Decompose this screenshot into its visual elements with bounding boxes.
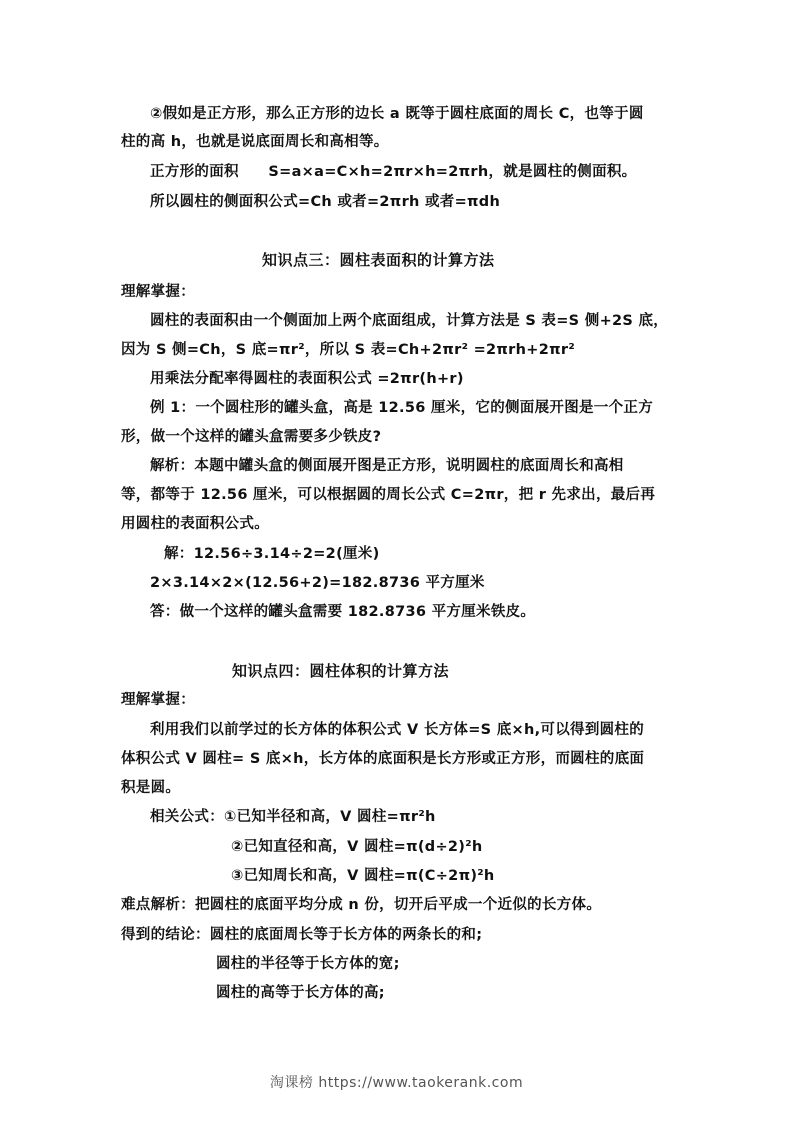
difficulty-line: 难点解析：把圆柱的底面平均分成 n 份，切开后平成一个近似的长方体。 bbox=[121, 897, 602, 913]
paragraph-line: 体积公式 V 圆柱= S 底×h，长方体的底面积是长方形或正方形，而圆柱的底面 bbox=[121, 751, 645, 767]
paragraph-line: 圆柱的表面积由一个侧面加上两个底面组成，计算方法是 S 表=S 侧+2S 底， bbox=[150, 313, 669, 329]
conclusion-line: 圆柱的半径等于长方体的宽; bbox=[216, 956, 400, 972]
example-line: 例 1：一个圆柱形的罐头盒，高是 12.56 厘米，它的侧面展开图是一个正方 bbox=[150, 400, 653, 416]
solution-line: 2×3.14×2×(12.56+2)=182.8736 平方厘米 bbox=[150, 575, 485, 591]
answer-line: 答：做一个这样的罐头盒需要 182.8736 平方厘米铁皮。 bbox=[150, 604, 536, 620]
analysis-line: 等，都等于 12.56 厘米，可以根据圆的周长公式 C=2πr，把 r 先求出，最后再 bbox=[121, 487, 656, 503]
solution-line: 解：12.56÷3.14÷2=2(厘米) bbox=[164, 546, 380, 562]
section-heading-4: 知识点四：圆柱体积的计算方法 bbox=[232, 662, 450, 680]
paragraph-line: 积是圆。 bbox=[121, 780, 181, 796]
formula-line: ②已知直径和高，V 圆柱=π(d÷2)²h bbox=[231, 839, 483, 855]
formula-line: 用乘法分配率得圆柱的表面积公式 =2πr(h+r) bbox=[150, 371, 464, 387]
example-line: 形，做一个这样的罐头盒需要多少铁皮? bbox=[121, 429, 382, 445]
paragraph-line: 柱的高 h，也就是说底面周长和高相等。 bbox=[121, 134, 389, 150]
formula-line: 正方形的面积 S=a×a=C×h=2πr×h=2πrh，就是圆柱的侧面积。 bbox=[150, 164, 637, 180]
subheading: 理解掌握： bbox=[121, 284, 195, 300]
formula-line: ③已知周长和高，V 圆柱=π(C÷2π)²h bbox=[231, 868, 495, 884]
formula-line: 相关公式：①已知半径和高，V 圆柱=πr²h bbox=[150, 809, 436, 825]
formula-line: 因为 S 侧=Ch，S 底=πr²，所以 S 表=Ch+2πr² =2πrh+2πr² bbox=[121, 342, 575, 358]
conclusion-line: 圆柱的高等于长方体的高; bbox=[216, 985, 385, 1001]
paragraph-line: 利用我们以前学过的长方体的体积公式 V 长方体=S 底×h,可以得到圆柱的 bbox=[150, 722, 645, 738]
analysis-line: 用圆柱的表面积公式。 bbox=[121, 516, 269, 532]
conclusion-line: 得到的结论：圆柱的底面周长等于长方体的两条长的和; bbox=[121, 927, 483, 943]
analysis-line: 解析：本题中罐头盒的侧面展开图是正方形，说明圆柱的底面周长和高相 bbox=[150, 458, 624, 474]
formula-line: 所以圆柱的侧面积公式=Ch 或者=2πrh 或者=πdh bbox=[150, 194, 501, 210]
page-footer: 淘课榜 https://www.taokerank.com bbox=[269, 1075, 524, 1091]
subheading: 理解掌握： bbox=[121, 692, 195, 708]
section-heading-3: 知识点三：圆柱表面积的计算方法 bbox=[262, 251, 495, 269]
paragraph-line: ②假如是正方形，那么正方形的边长 a 既等于圆柱底面的周长 C，也等于圆 bbox=[150, 106, 644, 122]
